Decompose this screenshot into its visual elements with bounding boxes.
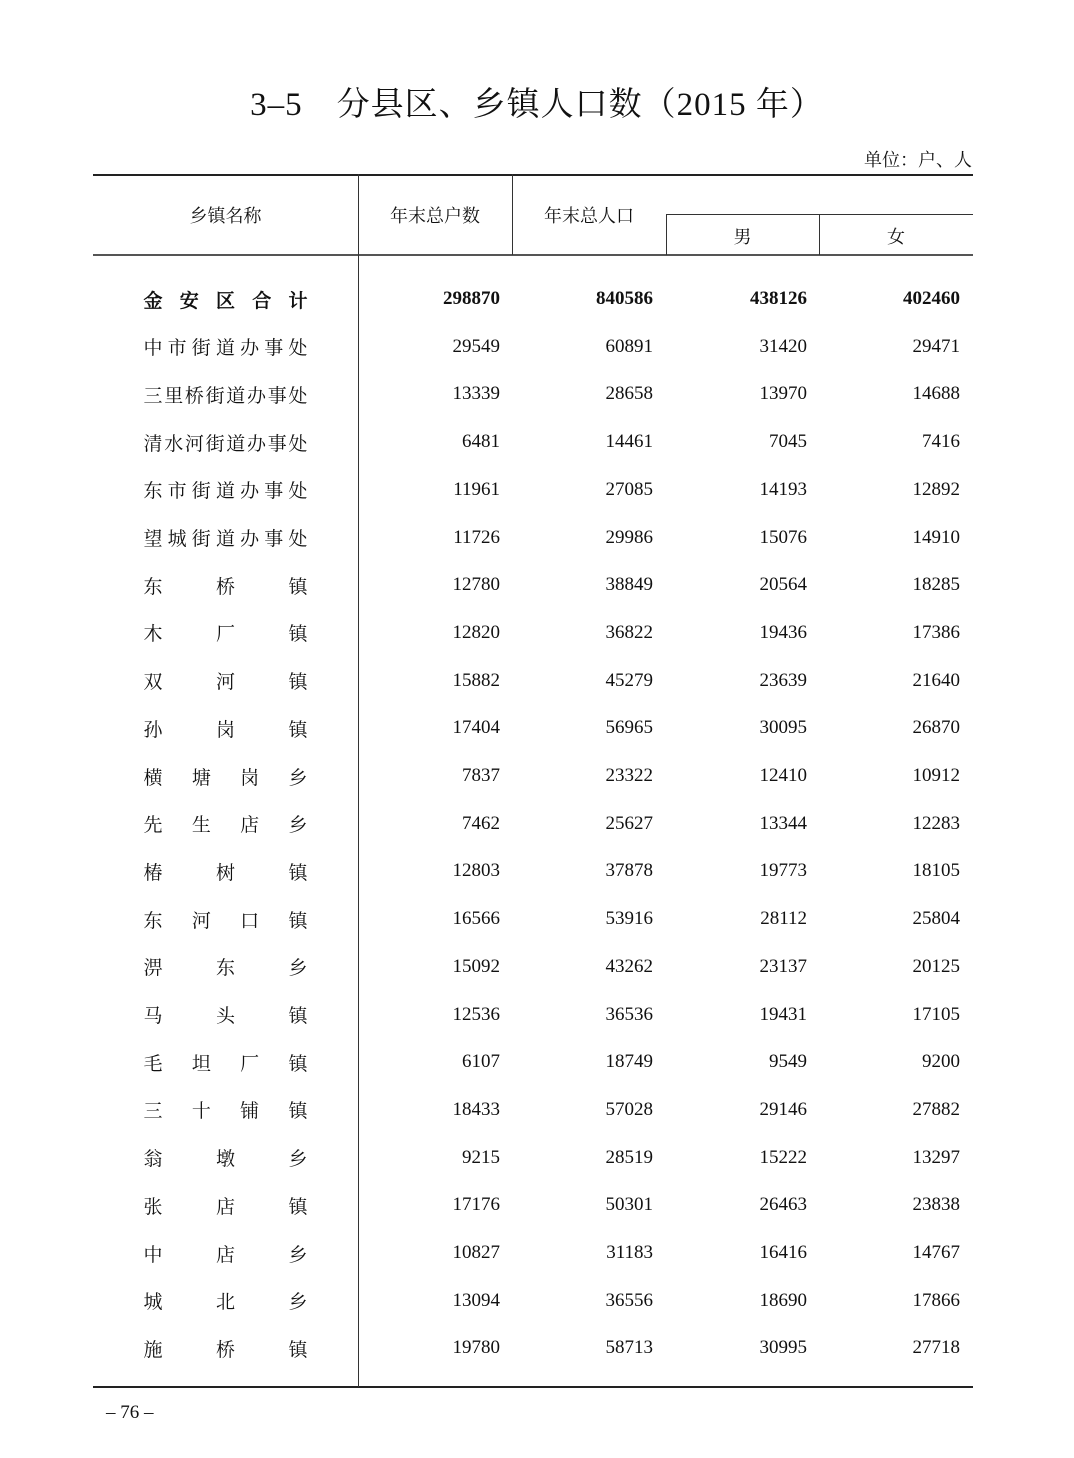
name-char: 水 [164,432,184,455]
cell-population: 36822 [605,621,653,643]
name-char: 市 [167,337,187,360]
row-name [143,666,308,696]
name-char: 事 [264,528,284,550]
name-char: 东 [143,480,163,503]
name-char: 毛 [143,1052,163,1075]
cell-male: 13970 [759,383,807,405]
name-char: 镇 [288,623,308,646]
header-bottom-rule [93,254,973,256]
cell-population: 37878 [605,860,653,882]
header-population: 年末总人口 [544,206,634,227]
cell-population: 18749 [605,1051,653,1073]
name-char: 东 [143,909,163,932]
unit-label: 单位：户、人 [864,150,972,171]
table-bottom-rule [93,1386,973,1388]
cell-female: 14688 [912,383,960,405]
name-char: 桥 [184,384,204,407]
cell-male: 14193 [759,478,807,500]
name-char: 乡 [288,1291,308,1314]
name-char: 张 [143,1195,163,1218]
cell-male: 15076 [759,526,807,548]
cell-population: 840586 [596,288,653,309]
name-char: 乡 [288,814,308,837]
cell-female: 18285 [912,574,960,596]
cell-male: 26463 [759,1194,807,1216]
cell-households: 12803 [452,860,500,882]
name-char: 道 [215,528,235,550]
cell-male: 438126 [750,288,807,309]
table-row [0,560,1074,608]
cell-male: 15222 [759,1146,807,1168]
name-char: 计 [288,289,308,312]
name-char: 镇 [288,718,308,741]
cell-male: 20564 [759,574,807,596]
cell-population: 60891 [605,335,653,357]
name-char: 中 [143,337,163,360]
cell-population: 56965 [605,717,653,739]
cell-male: 18690 [759,1289,807,1311]
name-char: 头 [215,1005,235,1027]
name-char: 乡 [288,1148,308,1171]
cell-female: 17386 [912,621,960,643]
name-char: 岗 [240,766,260,789]
cell-households: 6481 [462,431,500,453]
cell-female: 14767 [912,1242,960,1263]
name-char: 乡 [288,766,308,789]
name-char: 道 [215,480,235,503]
name-char: 金 [143,289,163,312]
name-char: 店 [215,1195,235,1218]
name-char: 街 [191,480,211,503]
cell-female: 27882 [912,1098,960,1120]
row-name [143,284,308,314]
table-title-text: 分县区、乡镇人口数（2015 年） [336,87,824,123]
cell-male: 19773 [759,860,807,882]
name-char: 处 [288,384,308,407]
name-char: 河 [191,909,211,932]
name-char: 处 [288,432,308,455]
table-row [0,465,1074,513]
cell-male: 28112 [760,908,807,930]
cell-male: 16416 [759,1242,807,1263]
name-char: 木 [143,623,163,646]
table-row [0,703,1074,751]
cell-households: 6107 [462,1051,500,1073]
page-title [0,78,1074,125]
row-name [143,1190,308,1220]
cell-female: 23838 [912,1194,960,1216]
name-char: 孙 [143,718,163,741]
name-char: 镇 [288,1005,308,1027]
name-char: 合 [252,289,272,312]
cell-population: 36536 [605,1003,653,1025]
name-char: 镇 [288,1052,308,1075]
cell-population: 53916 [605,908,653,930]
name-char: 办 [247,432,267,455]
name-char: 事 [264,480,284,503]
cell-population: 36556 [605,1289,653,1311]
row-name [143,761,308,791]
name-char: 河 [215,671,235,694]
name-char: 坦 [191,1052,211,1075]
row-name [143,332,308,362]
name-char: 椿 [143,861,163,884]
cell-population: 14461 [605,431,653,453]
cell-male: 23639 [759,669,807,691]
name-char: 东 [215,957,235,980]
header-name: 乡镇名称 [189,206,262,227]
table-row-total [0,274,1074,322]
name-char: 三 [143,384,163,407]
name-char: 办 [240,480,260,503]
table-row [0,608,1074,656]
row-name [143,904,308,934]
cell-female: 13297 [912,1146,960,1168]
name-char: 事 [267,384,287,407]
table-row [0,1228,1074,1276]
name-char: 城 [143,1291,163,1314]
row-name [143,523,308,553]
name-char: 街 [205,432,225,455]
table-row [0,942,1074,990]
table-row [0,322,1074,370]
table-row [0,369,1074,417]
name-char: 十 [191,1100,211,1123]
cell-population: 23322 [605,765,653,786]
cell-households: 12780 [452,574,500,596]
name-char: 处 [288,528,308,550]
name-char: 厂 [215,623,235,646]
cell-households: 13339 [452,383,500,405]
cell-female: 25804 [912,908,960,930]
cell-male: 31420 [759,335,807,357]
name-char: 岗 [215,718,235,741]
cell-female: 17105 [912,1003,960,1025]
cell-households: 17176 [452,1194,500,1216]
cell-female: 20125 [912,955,960,977]
name-char: 生 [191,814,211,837]
name-char: 店 [240,814,260,837]
row-name [143,809,308,839]
name-char: 河 [184,432,204,455]
cell-female: 14910 [912,526,960,548]
name-char: 塘 [191,766,211,789]
name-char: 淠 [143,957,163,980]
cell-female: 12283 [912,812,960,834]
cell-population: 28519 [605,1146,653,1168]
cell-population: 38849 [605,574,653,596]
name-char: 镇 [288,909,308,932]
name-char: 镇 [288,1338,308,1361]
name-char: 镇 [288,671,308,694]
cell-female: 10912 [912,765,960,786]
header-sub-rule [666,214,973,215]
cell-households: 10827 [452,1242,500,1263]
name-char: 厂 [240,1052,260,1075]
table-row [0,894,1074,942]
cell-population: 50301 [605,1194,653,1216]
cell-households: 17404 [452,717,500,739]
cell-households: 11961 [453,478,500,500]
name-char: 处 [288,337,308,360]
name-char: 办 [240,528,260,550]
cell-households: 15882 [452,669,500,691]
name-char: 道 [215,337,235,360]
name-char: 望 [143,528,163,550]
cell-female: 12892 [912,478,960,500]
cell-male: 19431 [759,1003,807,1025]
cell-female: 7416 [922,431,960,453]
cell-households: 15092 [452,955,500,977]
cell-male: 9549 [769,1051,807,1073]
cell-households: 18433 [452,1098,500,1120]
name-char: 横 [143,766,163,789]
table-row [0,990,1074,1038]
name-char: 里 [164,384,184,407]
name-char: 镇 [288,861,308,884]
cell-population: 43262 [605,955,653,977]
table-row [0,1323,1074,1371]
name-char: 施 [143,1338,163,1361]
name-char: 北 [215,1291,235,1314]
cell-female: 17866 [912,1289,960,1311]
cell-female: 26870 [912,717,960,739]
cell-households: 13094 [452,1289,500,1311]
cell-households: 7837 [462,765,500,786]
cell-population: 27085 [605,478,653,500]
cell-male: 19436 [759,621,807,643]
name-char: 道 [226,432,246,455]
cell-population: 58713 [605,1337,653,1359]
name-char: 翁 [143,1148,163,1171]
name-char: 安 [179,289,199,312]
cell-population: 31183 [606,1242,653,1263]
cell-male: 13344 [759,812,807,834]
table-row [0,1180,1074,1228]
row-name [143,1143,308,1173]
name-char: 双 [143,671,163,694]
name-char: 办 [240,337,260,360]
row-name [143,713,308,743]
cell-female: 21640 [912,669,960,691]
name-char: 城 [167,528,187,550]
name-char: 先 [143,814,163,837]
name-char: 桥 [215,1338,235,1361]
table-row [0,417,1074,465]
name-char: 市 [167,480,187,503]
table-row [0,799,1074,847]
table-number: 3–5 [250,87,303,123]
name-char: 镇 [288,575,308,598]
row-name [143,379,308,409]
name-char: 树 [215,861,235,884]
name-char: 桥 [215,575,235,598]
cell-male: 7045 [769,431,807,453]
table-row [0,1276,1074,1324]
cell-households: 7462 [462,812,500,834]
name-char: 区 [215,289,235,312]
row-name [143,475,308,505]
name-char: 乡 [288,1243,308,1266]
table-row [0,751,1074,799]
name-char: 街 [191,528,211,550]
name-char: 墩 [215,1148,235,1171]
name-char: 乡 [288,957,308,980]
name-char: 镇 [288,1195,308,1218]
name-char: 事 [267,432,287,455]
cell-male: 30995 [759,1337,807,1359]
cell-female: 27718 [912,1337,960,1359]
name-char: 道 [226,384,246,407]
cell-female: 402460 [903,288,960,309]
cell-male: 29146 [759,1098,807,1120]
row-name [143,618,308,648]
row-name [143,427,308,457]
table-row [0,1133,1074,1181]
name-char: 铺 [240,1100,260,1123]
cell-households: 11726 [453,526,500,548]
cell-households: 19780 [452,1337,500,1359]
name-char: 街 [205,384,225,407]
row-name [143,1047,308,1077]
table-row [0,1037,1074,1085]
name-char: 东 [143,575,163,598]
row-name [143,1000,308,1030]
name-char: 马 [143,1005,163,1027]
cell-female: 9200 [922,1051,960,1073]
row-name [143,1238,308,1268]
cell-population: 28658 [605,383,653,405]
row-name [143,856,308,886]
table-row [0,846,1074,894]
header-male: 男 [733,227,752,248]
table-row [0,513,1074,561]
cell-male: 12410 [759,765,807,786]
name-char: 中 [143,1243,163,1266]
name-char: 事 [264,337,284,360]
cell-households: 9215 [462,1146,500,1168]
table-row [0,1085,1074,1133]
row-name [143,1333,308,1363]
cell-households: 29549 [452,335,500,357]
cell-female: 18105 [912,860,960,882]
cell-population: 57028 [605,1098,653,1120]
row-name [143,952,308,982]
cell-households: 298870 [443,288,500,309]
header-female: 女 [887,227,905,248]
name-char: 办 [247,384,267,407]
cell-households: 16566 [452,908,500,930]
cell-households: 12820 [452,621,500,643]
name-char: 清 [143,432,163,455]
cell-population: 29986 [605,526,653,548]
name-char: 街 [191,337,211,360]
name-char: 镇 [288,1100,308,1123]
table-top-rule [93,174,973,176]
cell-male: 23137 [759,955,807,977]
cell-population: 25627 [605,812,653,834]
header-households: 年末总户数 [390,206,480,227]
name-char: 店 [215,1243,235,1266]
row-name [143,1286,308,1316]
cell-female: 29471 [912,335,960,357]
page-number: – 76 – [106,1402,154,1423]
name-char: 三 [143,1100,163,1123]
row-name [143,1095,308,1125]
cell-households: 12536 [452,1003,500,1025]
cell-male: 30095 [759,717,807,739]
cell-population: 45279 [605,669,653,691]
row-name [143,570,308,600]
name-char: 口 [240,909,260,932]
name-char: 处 [288,480,308,503]
table-row [0,656,1074,704]
